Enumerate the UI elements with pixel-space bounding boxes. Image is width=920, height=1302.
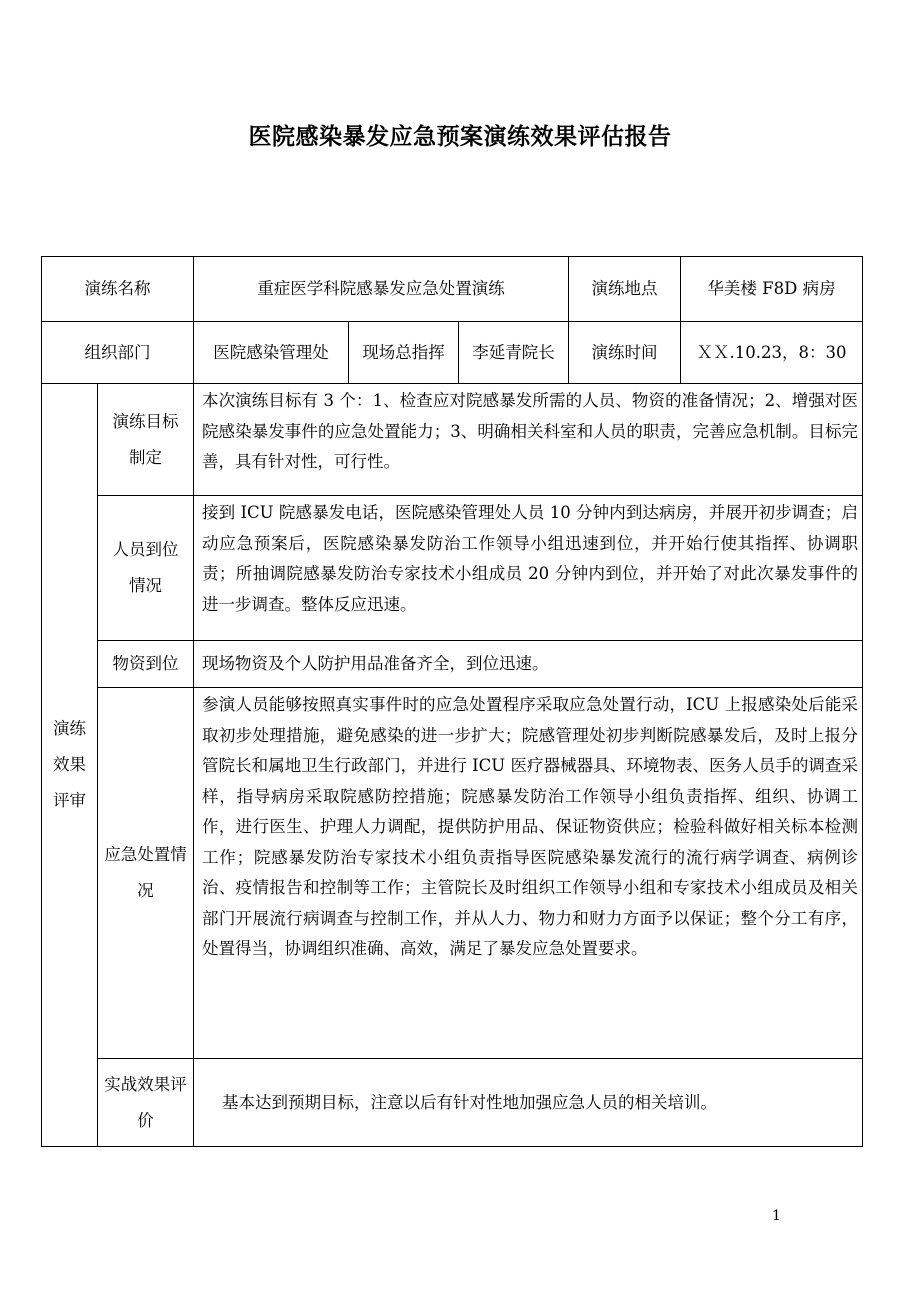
response-label-cell [98,688,194,1059]
objectives-label-cell [98,384,194,496]
evaluation-row-response [42,688,863,1059]
organization-row [42,322,863,384]
response-text: 参演人员能够按照真实事件时的应急处置程序采取应急处置行动，ICU 上报感染处后能采取初步处理措施，避免感染的进一步扩大；院感管理处初步判断院感暴发后，及时上报分管院长和属地卫生行政部门，并进行 ICU 医疗器械器具、环境物表、医务人员手的调查采样，指导病房采取院感防控措施；院感暴发防治工作领导小组负责指挥、组织、协调工作，进行医生、护理人力调配，提供防护用品、保证物资供应；检验科做好相关标本检测工作；院感暴发防治专家技术小组负责指导医院感染暴发流行的流行病学调查、病例诊治、疫情报告和控制等工作；主管院长及时组织工作领导小组和专家技术小组成员及相关部门开展流行病调查与控制工作，并从人力、物力和财力方面予以保证；整个分工有序，处置得当，协调组织准确、高效，满足了暴发应急处置要求。 [194,688,863,1059]
supplies-text: 现场物资及个人防护用品准备齐全，到位迅速。 [194,641,863,688]
drill-location-value: 华美楼 F8D 病房 [681,257,863,322]
personnel-text: 接到 ICU 院感暴发电话，医院感染管理处人员 10 分钟内到达病房，并展开初步调查；启动应急预案后，医院感染暴发防治工作领导小组迅速到位，并开始行使其指挥、协调职责；所抽调院感暴发防治专家技术小组成员 20 分钟内到位，并开始了对此次暴发事件的进一步调查。整体反应迅速。 [194,496,863,641]
drill-time-value: ＸＸ.10.23，8：30 [681,322,863,384]
organizer-value: 医院感染管理处 [194,322,349,384]
overall-label-cell [98,1059,194,1147]
document-title: 医院感染暴发应急预案演练效果评估报告 [248,123,672,150]
commander-label: 现场总指挥 [349,322,459,384]
drill-info-row [42,257,863,322]
drill-location-label: 演练地点 [569,257,681,322]
response-label: 应急处置情况 [104,845,187,900]
evaluation-side-label-cell [42,384,98,1147]
evaluation-row-supplies [42,641,863,688]
objectives-text: 本次演练目标有 3 个：1、检查应对院感暴发所需的人员、物资的准备情况；2、增强对医院感染暴发事件的应急处置能力；3、明确相关科室和人员的职责，完善应急机制。目标完善，具有针对性，可行性。 [194,384,863,496]
supplies-label: 物资到位 [98,641,194,688]
personnel-label-cell [98,496,194,641]
drill-time-label: 演练时间 [569,322,681,384]
organizer-label: 组织部门 [42,322,194,384]
evaluation-row-personnel [42,496,863,641]
evaluation-row-overall [42,1059,863,1147]
overall-text: 基本达到预期目标，注意以后有针对性地加强应急人员的相关培训。 [194,1059,863,1147]
overall-label: 实战效果评价 [104,1074,187,1130]
evaluation-row-objectives [42,384,863,496]
drill-name-label: 演练名称 [42,257,194,322]
evaluation-side-label: 演练效果评审 [53,719,86,810]
page-number: 1 [772,1208,781,1224]
objectives-label: 演练目标制定 [112,411,179,467]
evaluation-report-table [41,256,863,1147]
drill-name-value: 重症医学科院感暴发应急处置演练 [194,257,569,322]
commander-value: 李延青院长 [459,322,569,384]
personnel-label: 人员到位情况 [112,540,179,595]
